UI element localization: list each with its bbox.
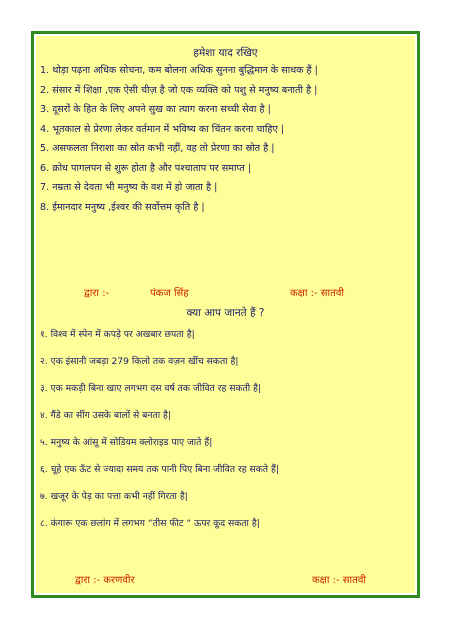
list-item: 1. थोड़ा पढ़ना अधिक सोचना, कम बोलना अधिक सुनना बुद्धिमान के साधक हैं | bbox=[40, 65, 318, 76]
list-item: 3. दूसरों के हित के लिए अपने सुख का त्याग करना सच्ची सेवा है | bbox=[40, 104, 271, 115]
section1-title: हमेशा याद रखिए bbox=[193, 47, 258, 59]
list-item: २. एक इंसानी जबड़ा 279 किलो तक वज़न खींच सकता है| bbox=[40, 356, 239, 367]
list-item: 6. क्रोध पागलपन से शुरू होता है और पश्चाताप पर समाप्त | bbox=[40, 162, 252, 174]
list-item: ३. एक मकड़ी बिना खाए लगभग दस वर्ष तक जीवित रह सकती है| bbox=[40, 383, 262, 394]
list-item: 4. भूतकाल से प्रेरणा लेकर वर्तमान में भविष्य का चिंतन करना चाहिए | bbox=[40, 123, 285, 135]
section1-by-label: द्वारा :- bbox=[84, 288, 110, 299]
section2-by: द्वारा :- करणवीर bbox=[75, 575, 135, 586]
list-item: ८. कंगारू एक छलांग में लगभग “तीस फीट “ ऊपर कूद सकता है| bbox=[40, 518, 260, 529]
list-item: ६. चूहे एक ऊँट से ज्यादा समय तक पानी पिए बिना जीवित रह सकते हैं| bbox=[40, 464, 279, 475]
poster bbox=[36, 36, 415, 593]
list-item: 8. ईमानदार मनुष्य ,ईश्वर की सर्वोत्तम कृति है | bbox=[40, 201, 205, 213]
list-item: ४. गैंडे का सींग उसके बालों से बनता है| bbox=[40, 410, 172, 421]
list-item: ७. खजूर के पेड़ का पत्ता कभी नहीं गिरता है| bbox=[40, 491, 188, 502]
section1-class: कक्षा :- सातवी bbox=[290, 288, 344, 299]
list-item: 5. असफलता निराशा का स्रोत कभी नहीं, वह तो प्रेरणा का स्रोत है | bbox=[40, 143, 275, 154]
section1-list bbox=[40, 64, 410, 220]
list-item: १. विश्व में स्पेन में कपड़े पर अखबार छपता है| bbox=[40, 329, 195, 340]
list-item: ५. मनुष्य के आंसू में सोडियम क्लोराइड पाए जाते हैं| bbox=[40, 437, 213, 448]
section2-list bbox=[40, 328, 410, 544]
list-item: 2. संसार में शिक्षा ,एक ऐसी चीज़ है जो एक व्यक्ति को पशु से मनुष्य बनाती है | bbox=[40, 84, 318, 96]
list-item: 7. नम्रता से देवता भी मनुष्य के वश में हो जाता है | bbox=[40, 182, 218, 193]
section1-by-name: पंकज सिंह bbox=[150, 288, 189, 299]
section2-class: कक्षा :- सातवी bbox=[312, 575, 366, 586]
section2-title: क्या आप जानते हैं ? bbox=[186, 307, 265, 319]
